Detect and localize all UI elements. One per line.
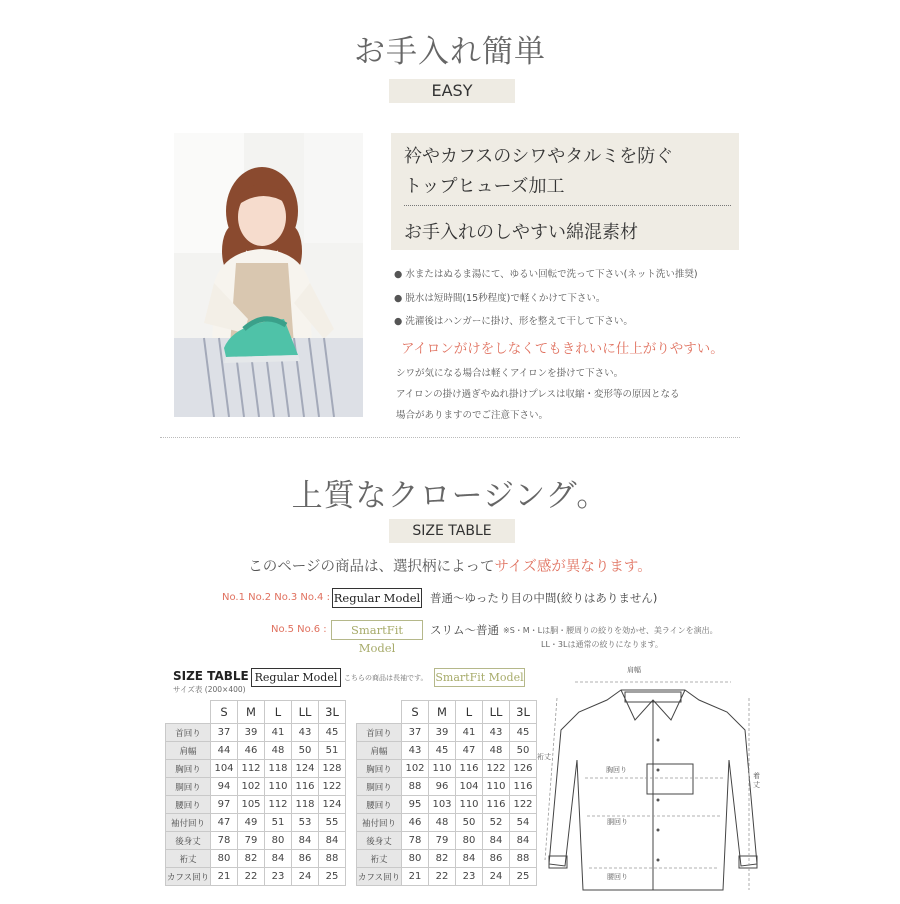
regular-row-label: 胸回り [166,760,211,778]
smartfit-cell: 84 [456,850,483,868]
smartfit-note-1: ※S・M・Lは胴・腰周りの絞りを効かせ、美ラインを演出。 [503,626,718,635]
ironing-highlight: アイロンがけをしなくてもきれいに仕上がりやすい。 [401,341,724,357]
regular-cell: 104 [211,760,238,778]
easy-section-title: お手入れ簡単 [354,34,546,70]
table-row [357,850,537,868]
regular-cell: 41 [265,724,292,742]
table-row [357,724,537,742]
table-row [357,814,537,832]
regular-cell: 47 [211,814,238,832]
regular-cell: 44 [211,742,238,760]
smartfit-cell: 21 [402,868,429,886]
regular-cell: 43 [292,724,319,742]
smartfit-col-header: S [402,701,429,724]
shirt-measurement-diagram [535,660,765,900]
smartfit-cell: 48 [483,742,510,760]
regular-cell: 46 [238,742,265,760]
table-row [166,832,346,850]
regular-cell: 22 [238,868,265,886]
regular-cell: 124 [319,796,346,814]
smartfit-cell: 110 [429,760,456,778]
ironing-photo [174,133,363,417]
regular-cell: 94 [211,778,238,796]
regular-row-label: 裄丈 [166,850,211,868]
feature-line-3: お手入れのしやすい綿混素材 [404,222,638,243]
long-sleeve-note: こちらの商品は長袖です。 [344,674,428,682]
diagram-sleeve-label: 裄丈 [537,753,551,761]
smartfit-cell: 110 [483,778,510,796]
table-row [166,868,346,886]
feature-line-2: トップヒューズ加工 [404,176,565,197]
smartfit-cell: 126 [510,760,537,778]
smartfit-cell: 116 [456,760,483,778]
smartfit-cell: 122 [510,796,537,814]
table-row [357,778,537,796]
table-row [357,742,537,760]
smartfit-row-label: 後身丈 [357,832,402,850]
regular-cell: 110 [265,778,292,796]
smartfit-cell: 95 [402,796,429,814]
smartfit-cell: 88 [402,778,429,796]
regular-size-table [165,700,346,886]
table-row [357,868,537,886]
smartfit-row-label: 腰回り [357,796,402,814]
regular-cell: 39 [238,724,265,742]
regular-cell: 21 [211,868,238,886]
regular-cell: 55 [319,814,346,832]
table-row [166,760,346,778]
regular-row-label: 首回り [166,724,211,742]
regular-cell: 25 [319,868,346,886]
smartfit-cell: 47 [456,742,483,760]
regular-model-description: 普通〜ゆったり目の中間(絞りはありません) [430,591,658,605]
table-smartfit-badge: SmartFit Model [434,668,525,687]
smartfit-cell: 54 [510,814,537,832]
regular-cell: 116 [292,778,319,796]
regular-cell: 80 [265,832,292,850]
smartfit-cell: 37 [402,724,429,742]
regular-cell: 124 [292,760,319,778]
regular-cell: 128 [319,760,346,778]
regular-cell: 24 [292,868,319,886]
smartfit-cell: 45 [429,742,456,760]
table-row [357,832,537,850]
smartfit-cell: 104 [456,778,483,796]
smartfit-row-label: 胸回り [357,760,402,778]
regular-corner [166,701,211,724]
regular-cell: 82 [238,850,265,868]
smartfit-cell: 122 [483,760,510,778]
regular-cell: 79 [238,832,265,850]
smartfit-cell: 116 [483,796,510,814]
smartfit-size-table [356,700,537,886]
smartfit-cell: 78 [402,832,429,850]
table-row [166,850,346,868]
smartfit-model-badge: SmartFit Model [331,620,423,640]
smartfit-cell: 86 [483,850,510,868]
table-row [166,778,346,796]
regular-col-header: 3L [319,701,346,724]
table-row [166,742,346,760]
regular-col-header: M [238,701,265,724]
regular-cell: 97 [211,796,238,814]
regular-cell: 86 [292,850,319,868]
diagram-shoulder-label: 肩幅 [627,666,641,674]
feature-divider [404,205,731,206]
smartfit-cell: 84 [483,832,510,850]
table-row [166,814,346,832]
table-row [166,796,346,814]
regular-cell: 78 [211,832,238,850]
regular-cell: 37 [211,724,238,742]
regular-cell: 48 [265,742,292,760]
diagram-hip-label: 腰回り [607,873,628,881]
smartfit-cell: 22 [429,868,456,886]
smartfit-row-label: 裄丈 [357,850,402,868]
size-table-label: SIZE TABLE [389,519,515,543]
regular-row-label: 後身丈 [166,832,211,850]
smartfit-cell: 88 [510,850,537,868]
regular-cell: 118 [265,760,292,778]
smartfit-cell: 45 [510,724,537,742]
regular-cell: 23 [265,868,292,886]
smartfit-cell: 80 [402,850,429,868]
feature-line-1: 衿やカフスのシワやタルミを防ぐ [404,146,674,167]
ironing-note-3: 場合がありますのでご注意下さい。 [396,410,549,421]
smartfit-cell: 39 [429,724,456,742]
diagram-length-label: 着丈 [753,772,760,789]
smartfit-cell: 25 [510,868,537,886]
regular-row-label: 腰回り [166,796,211,814]
care-bullet-2: ● 脱水は短時間(15秒程度)で軽くかけて下さい。 [394,293,606,304]
regular-row-label: 肩幅 [166,742,211,760]
smartfit-col-header: L [456,701,483,724]
diagram-waist-label: 胴回り [607,818,628,826]
smartfit-cell: 52 [483,814,510,832]
ironing-note-1: シワが気になる場合は軽くアイロンを掛けて下さい。 [396,368,624,379]
easy-label: EASY [389,79,515,103]
regular-cell: 105 [238,796,265,814]
smartfit-col-header: LL [483,701,510,724]
size-intro: このページの商品は、選択柄によってサイズ感が異なります。 [248,559,652,575]
regular-cell: 51 [265,814,292,832]
size-table-heading: SIZE TABLE [173,669,249,683]
regular-col-header: LL [292,701,319,724]
regular-row-label: カフス回り [166,868,211,886]
smartfit-cell: 46 [402,814,429,832]
smartfit-row-label: カフス回り [357,868,402,886]
smartfit-cell: 43 [483,724,510,742]
regular-cell: 80 [211,850,238,868]
regular-cell: 112 [265,796,292,814]
feature-box [391,133,739,250]
smartfit-cell: 82 [429,850,456,868]
regular-cell: 49 [238,814,265,832]
smartfit-col-header: M [429,701,456,724]
regular-cell: 51 [319,742,346,760]
smartfit-cell: 80 [456,832,483,850]
smartfit-cell: 48 [429,814,456,832]
smartfit-cell: 24 [483,868,510,886]
regular-row-label: 胴回り [166,778,211,796]
regular-cell: 88 [319,850,346,868]
smartfit-cell: 50 [456,814,483,832]
regular-cell: 50 [292,742,319,760]
smartfit-cell: 43 [402,742,429,760]
size-table-subheading: サイズ表 (200×400) [173,685,246,694]
regular-cell: 84 [319,832,346,850]
table-row [357,796,537,814]
smartfit-row-label: 胴回り [357,778,402,796]
regular-cell: 118 [292,796,319,814]
smartfit-corner [357,701,402,724]
smartfit-cell: 103 [429,796,456,814]
diagram-chest-label: 胸回り [606,766,627,774]
smartfit-cell: 116 [510,778,537,796]
smartfit-cell: 41 [456,724,483,742]
regular-cell: 112 [238,760,265,778]
regular-cell: 45 [319,724,346,742]
smartfit-cell: 110 [456,796,483,814]
regular-cell: 84 [292,832,319,850]
closing-section-title: 上質なクロージング。 [291,478,609,514]
smartfit-cell: 23 [456,868,483,886]
smartfit-row-label: 首回り [357,724,402,742]
smartfit-model-description: スリム〜普通 [430,623,499,637]
table-row [166,724,346,742]
smartfit-col-header: 3L [510,701,537,724]
regular-cell: 102 [238,778,265,796]
smartfit-cell: 102 [402,760,429,778]
regular-cell: 53 [292,814,319,832]
smartfit-cell: 84 [510,832,537,850]
care-bullet-3: ● 洗濯後はハンガーに掛け、形を整えて干して下さい。 [394,316,633,327]
care-bullet-1: ● 水またはぬるま湯にて、ゆるい回転で洗って下さい(ネット洗い推奨) [394,269,698,280]
regular-col-header: S [211,701,238,724]
smartfit-row-label: 肩幅 [357,742,402,760]
regular-model-numbers: No.1 No.2 No.3 No.4 : [222,592,330,603]
smartfit-cell: 50 [510,742,537,760]
regular-row-label: 袖付回り [166,814,211,832]
smartfit-model-numbers: No.5 No.6 : [271,624,327,635]
smartfit-cell: 96 [429,778,456,796]
section-divider [160,437,740,438]
regular-cell: 84 [265,850,292,868]
table-regular-badge: Regular Model [251,668,341,687]
ironing-note-2: アイロンの掛け過ぎやぬれ掛けプレスは収縮・変形等の原因となる [396,389,680,400]
regular-col-header: L [265,701,292,724]
smartfit-row-label: 袖付回り [357,814,402,832]
smartfit-note-2: LL・3Lは通常の絞りになります。 [541,640,663,649]
regular-cell: 122 [319,778,346,796]
regular-model-badge: Regular Model [332,588,422,608]
smartfit-cell: 79 [429,832,456,850]
table-row [357,760,537,778]
